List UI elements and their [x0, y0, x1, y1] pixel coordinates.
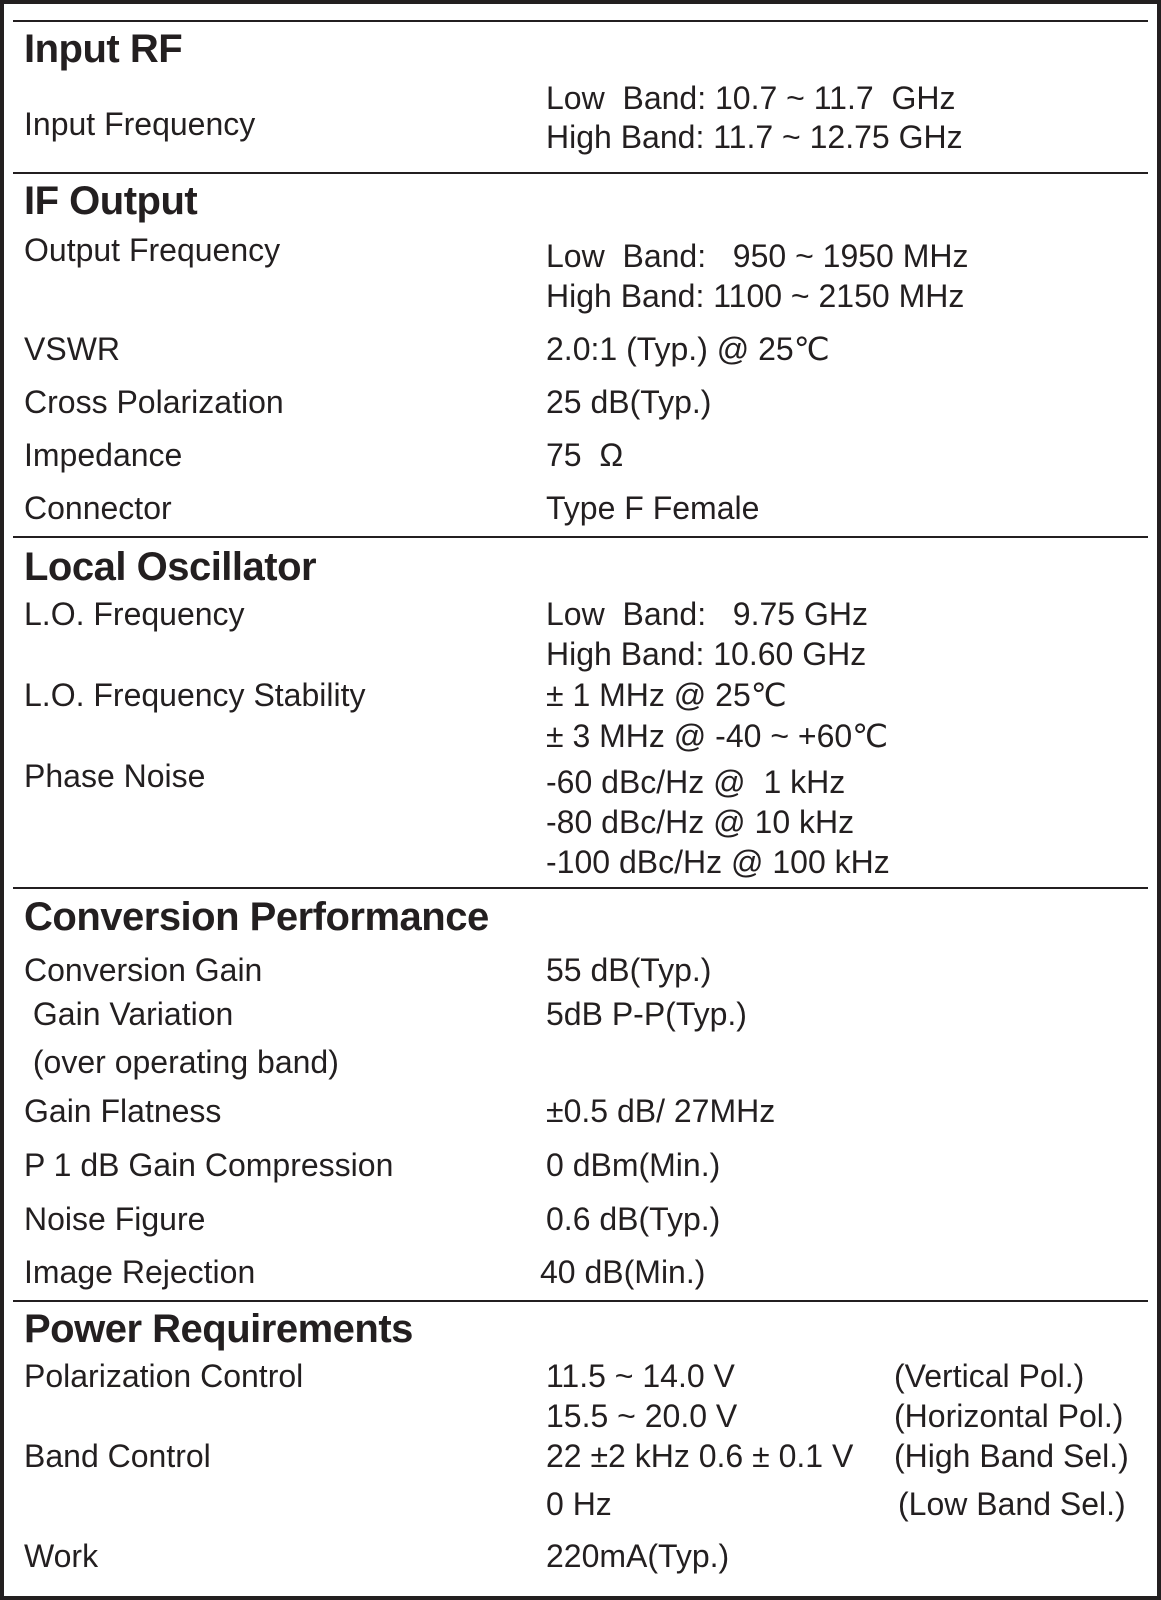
- spec-value-band-control-low: 0 Hz: [546, 1486, 612, 1522]
- section-title-local-oscillator: Local Oscillator: [24, 545, 317, 589]
- spec-value-band-control-high: 22 ±2 kHz 0.6 ± 0.1 V: [546, 1438, 854, 1474]
- spec-value-connector: Type F Female: [546, 490, 760, 526]
- section-title-input-rf: Input RF: [24, 27, 183, 71]
- section-divider: [13, 172, 1148, 174]
- section-divider: [13, 1300, 1148, 1302]
- spec-value-phase-noise-1khz: -60 dBc/Hz @ 1 kHz: [546, 764, 846, 800]
- spec-label-lo-frequency: L.O. Frequency: [24, 596, 245, 632]
- spec-label-gain-variation: Gain Variation: [24, 996, 234, 1032]
- spec-value-impedance: 75 Ω: [546, 437, 624, 473]
- spec-value-p1db-compression: 0 dBm(Min.): [546, 1147, 721, 1183]
- spec-label-output-frequency: Output Frequency: [24, 232, 281, 268]
- spec-label-band-control: Band Control: [24, 1438, 211, 1474]
- spec-label-lo-frequency-stability: L.O. Frequency Stability: [24, 677, 366, 713]
- spec-value-cross-polarization: 25 dB(Typ.): [546, 384, 712, 420]
- spec-value-output-frequency-high: High Band: 1100 ~ 2150 MHz: [546, 278, 965, 314]
- spec-value-lo-frequency-low: Low Band: 9.75 GHz: [546, 596, 868, 632]
- spec-value-phase-noise-10khz: -80 dBc/Hz @ 10 kHz: [546, 804, 855, 840]
- spec-label-input-frequency: Input Frequency: [24, 106, 256, 142]
- spec-note-low-band-sel: (Low Band Sel.): [898, 1486, 1126, 1522]
- spec-label-work: Work: [24, 1538, 99, 1574]
- spec-label-p1db-compression: P 1 dB Gain Compression: [24, 1147, 394, 1183]
- spec-note-high-band-sel: (High Band Sel.): [894, 1438, 1129, 1474]
- spec-value-lo-stability-25c: ± 1 MHz @ 25℃: [546, 677, 787, 713]
- spec-label-polarization-control: Polarization Control: [24, 1358, 304, 1394]
- spec-value-lo-stability-range: ± 3 MHz @ -40 ~ +60℃: [546, 718, 889, 754]
- spec-value-polarization-vertical: 11.5 ~ 14.0 V: [546, 1358, 735, 1394]
- spec-label-image-rejection: Image Rejection: [24, 1254, 256, 1290]
- spec-label-impedance: Impedance: [24, 437, 183, 473]
- section-title-conversion-performance: Conversion Performance: [24, 895, 489, 939]
- spec-label-gain-variation-note: (over operating band): [24, 1044, 339, 1080]
- spec-note-vertical-pol: (Vertical Pol.): [894, 1358, 1085, 1394]
- spec-label-vswr: VSWR: [24, 331, 120, 367]
- spec-note-horizontal-pol: (Horizontal Pol.): [894, 1398, 1124, 1434]
- spec-value-input-frequency-high: High Band: 11.7 ~ 12.75 GHz: [546, 119, 963, 155]
- spec-label-connector: Connector: [24, 490, 172, 526]
- spec-label-conversion-gain: Conversion Gain: [24, 952, 263, 988]
- spec-value-input-frequency-low: Low Band: 10.7 ~ 11.7 GHz: [546, 80, 956, 116]
- spec-value-image-rejection: 40 dB(Min.): [540, 1254, 706, 1290]
- spec-value-output-frequency-low: Low Band: 950 ~ 1950 MHz: [546, 238, 969, 274]
- section-divider: [13, 20, 1148, 22]
- spec-label-gain-flatness: Gain Flatness: [24, 1093, 222, 1129]
- spec-label-phase-noise: Phase Noise: [24, 758, 206, 794]
- spec-value-phase-noise-100khz: -100 dBc/Hz @ 100 kHz: [546, 844, 890, 880]
- spec-value-polarization-horizontal: 15.5 ~ 20.0 V: [546, 1398, 738, 1434]
- section-title-power-requirements: Power Requirements: [24, 1307, 413, 1351]
- spec-value-lo-frequency-high: High Band: 10.60 GHz: [546, 636, 867, 672]
- spec-value-gain-flatness: ±0.5 dB/ 27MHz: [546, 1093, 776, 1129]
- spec-value-work: 220mA(Typ.): [546, 1538, 730, 1574]
- spec-value-vswr: 2.0:1 (Typ.) @ 25℃: [546, 331, 830, 367]
- spec-value-noise-figure: 0.6 dB(Typ.): [546, 1201, 721, 1237]
- spec-value-gain-variation: 5dB P-P(Typ.): [546, 996, 747, 1032]
- section-divider: [13, 536, 1148, 538]
- spec-value-conversion-gain: 55 dB(Typ.): [546, 952, 712, 988]
- section-divider: [13, 887, 1148, 889]
- spec-label-noise-figure: Noise Figure: [24, 1201, 206, 1237]
- section-title-if-output: IF Output: [24, 179, 198, 223]
- spec-label-cross-polarization: Cross Polarization: [24, 384, 284, 420]
